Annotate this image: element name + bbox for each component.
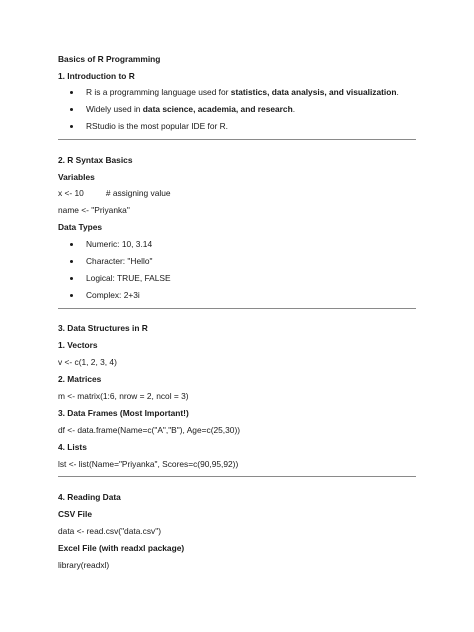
bullet-icon — [70, 260, 73, 263]
code-line-assign-x — [58, 188, 171, 199]
section-divider — [58, 139, 416, 140]
data-type-item: Character: "Hello" — [86, 256, 153, 266]
code-line-vectors: v <- c(1, 2, 3, 4) — [58, 357, 117, 367]
bullet-icon — [70, 108, 73, 111]
code-line-matrices: m <- matrix(1:6, nrow = 2, ncol = 3) — [58, 391, 189, 401]
bullet-bold-text: statistics, data analysis, and visualization — [230, 87, 397, 97]
bullet-icon — [70, 243, 73, 246]
bullet-icon — [70, 125, 73, 128]
section-heading-introduction: 1. Introduction to R — [58, 71, 135, 81]
document-title: Basics of R Programming — [58, 54, 161, 64]
intro-bullet-2 — [86, 104, 295, 115]
bullet-icon — [70, 277, 73, 280]
section-heading-syntax: 2. R Syntax Basics — [58, 155, 133, 165]
bullet-text: Widely used in — [86, 104, 143, 114]
data-type-item: Numeric: 10, 3.14 — [86, 239, 153, 249]
bullet-text: RStudio is the most popular IDE for R. — [86, 121, 228, 131]
bullet-icon — [70, 294, 73, 297]
code-text: x <- 10 — [58, 188, 84, 198]
code-comment: # assigning value — [105, 188, 171, 198]
bullet-text-end: . — [292, 104, 296, 114]
code-line-lists: lst <- list(Name="Priyanka", Scores=c(90,95,92)) — [58, 459, 239, 469]
section-heading-reading-data: 4. Reading Data — [58, 492, 121, 502]
subheading-data-types: Data Types — [58, 222, 103, 232]
subheading-variables: Variables — [58, 172, 95, 182]
intro-bullet-3 — [86, 121, 228, 132]
code-line-assign-name: name <- "Priyanka" — [58, 205, 130, 215]
intro-bullet-1 — [86, 87, 399, 98]
subheading-vectors: 1. Vectors — [58, 340, 98, 350]
subheading-lists: 4. Lists — [58, 442, 87, 452]
code-line-data-frames: df <- data.frame(Name=c("A","B"), Age=c(25,30)) — [58, 425, 241, 435]
subheading-data-frames: 3. Data Frames (Most Important!) — [58, 408, 189, 418]
bullet-bold-text: data science, academia, and research — [142, 104, 293, 114]
code-line-library-readxl: library(readxl) — [58, 560, 110, 570]
bullet-text-end: . — [396, 87, 399, 97]
subheading-csv-file: CSV File — [58, 509, 92, 519]
bullet-icon — [70, 91, 73, 94]
bullet-text: R is a programming language used for — [86, 87, 231, 97]
code-line-read-csv: data <- read.csv("data.csv") — [58, 526, 161, 536]
subheading-excel-file: Excel File (with readxl package) — [58, 543, 185, 553]
data-type-item: Complex: 2+3i — [86, 290, 140, 300]
data-type-item: Logical: TRUE, FALSE — [86, 273, 171, 283]
section-heading-data-structures: 3. Data Structures in R — [58, 323, 148, 333]
section-divider — [58, 308, 416, 309]
section-divider — [58, 476, 416, 477]
subheading-matrices: 2. Matrices — [58, 374, 102, 384]
